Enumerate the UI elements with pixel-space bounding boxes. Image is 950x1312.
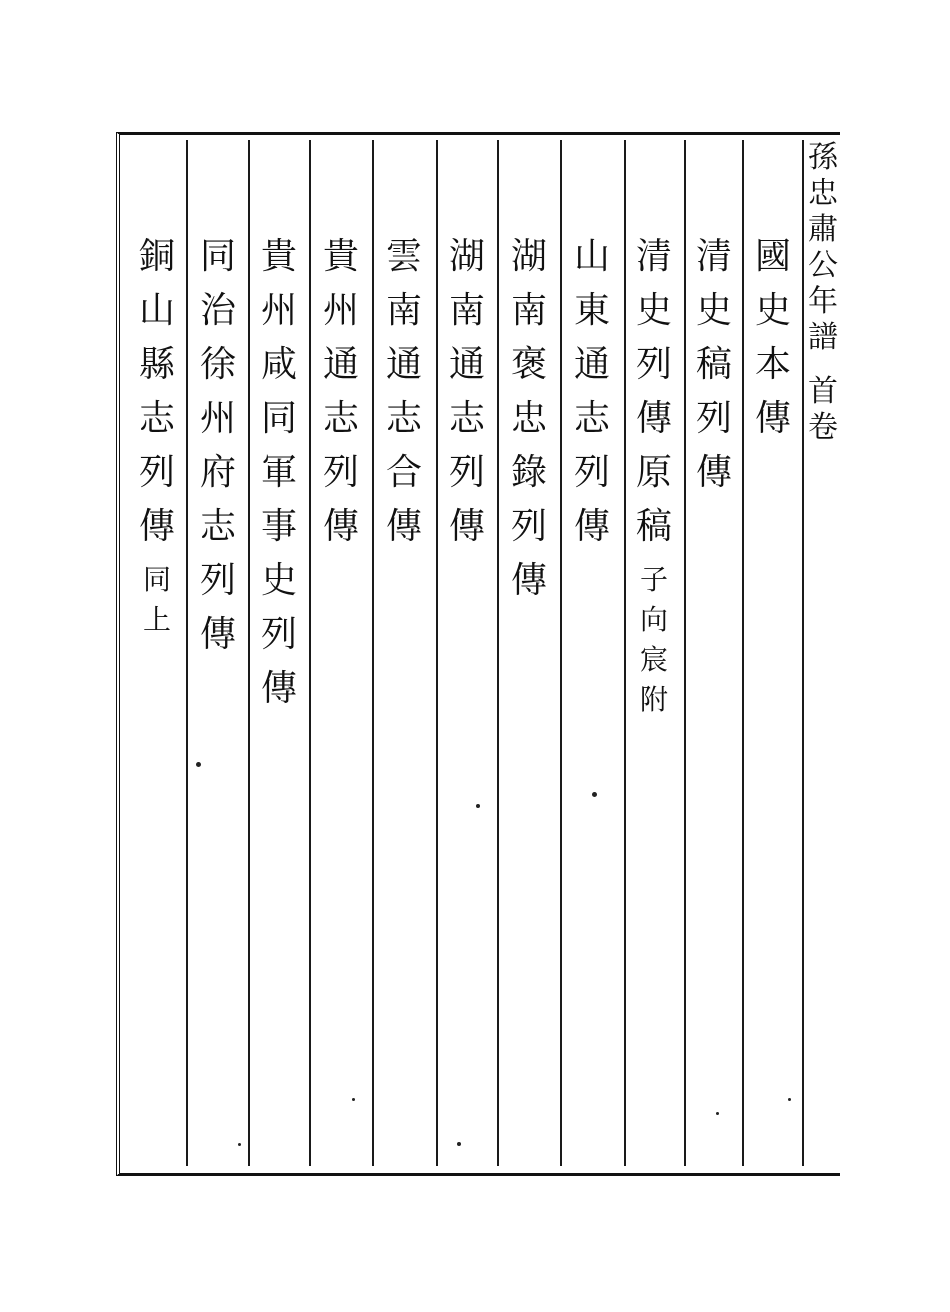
ink-speck xyxy=(716,1112,719,1115)
column-rule xyxy=(436,140,438,1166)
column-rule xyxy=(624,140,626,1166)
entry-column: 貴州通志列傳 xyxy=(322,236,359,547)
entry-column: 銅山縣志列傳 同上 xyxy=(132,230,182,640)
column-note: 子向宸附 xyxy=(639,563,668,716)
column-rule xyxy=(372,140,374,1166)
entry-column: 貴州咸同軍事史列傳 xyxy=(260,236,297,709)
entry-column: 清史稿列傳 xyxy=(695,236,732,493)
column-rule xyxy=(802,140,804,1166)
ink-speck xyxy=(196,762,201,767)
entry-column: 雲南通志合傳 xyxy=(385,236,422,547)
entry-column: 湖南通志列傳 xyxy=(448,236,485,547)
entry-column: 湖南褒忠錄列傳 xyxy=(510,236,547,601)
column-note: 同上 xyxy=(142,563,171,636)
book-title: 孫忠肅公年譜 xyxy=(808,140,838,355)
ink-speck xyxy=(352,1098,355,1101)
margin-title xyxy=(806,140,840,440)
column-rule xyxy=(309,140,311,1166)
section-label: 首卷 xyxy=(808,374,838,440)
ink-speck xyxy=(592,792,597,797)
ink-speck xyxy=(457,1142,461,1146)
ink-speck xyxy=(476,804,480,808)
entry-column: 山東通志列傳 xyxy=(573,236,610,547)
entry-column: 清史列傳原稿 子向宸附 xyxy=(629,230,679,720)
entry-column: 國史本傳 xyxy=(754,236,791,439)
column-rule xyxy=(684,140,686,1166)
column-rule xyxy=(742,140,744,1166)
entry-column: 同治徐州府志列傳 xyxy=(199,236,236,655)
ink-speck xyxy=(788,1098,791,1101)
column-rule xyxy=(497,140,499,1166)
column-rule xyxy=(560,140,562,1166)
column-rule xyxy=(248,140,250,1166)
ink-speck xyxy=(238,1143,241,1146)
column-rule xyxy=(186,140,188,1166)
